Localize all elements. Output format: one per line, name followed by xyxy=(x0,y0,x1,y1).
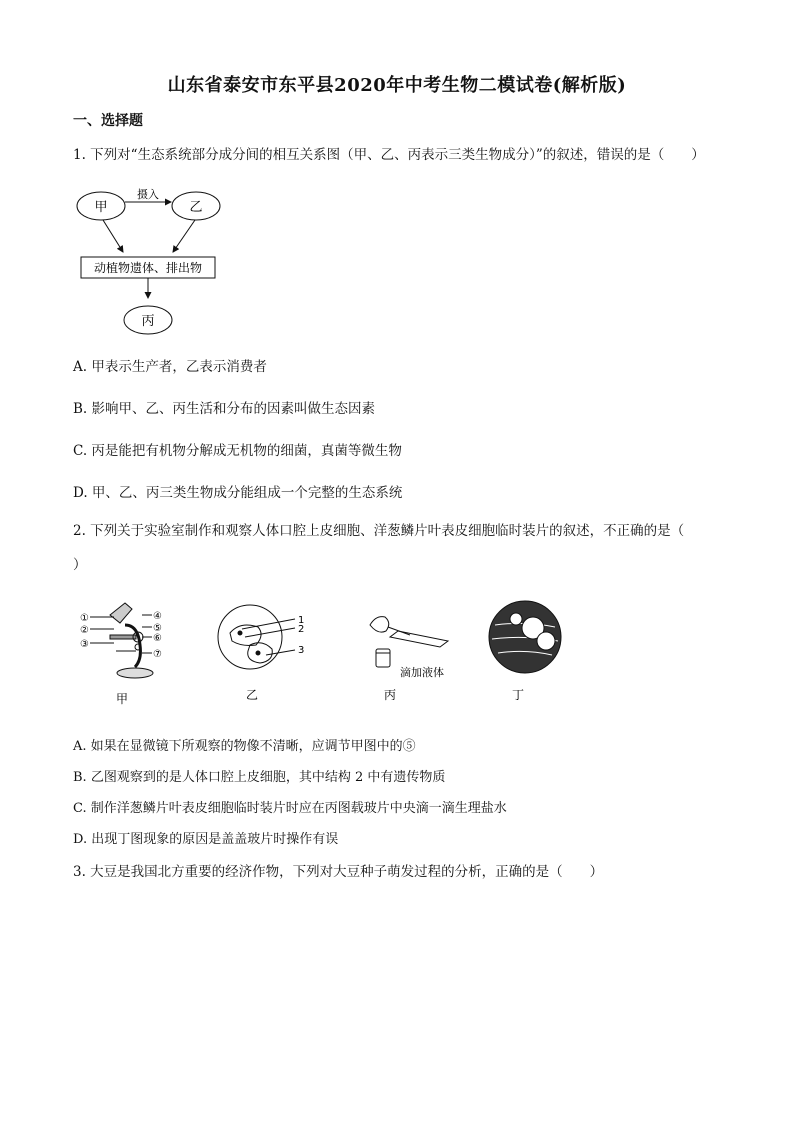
mark-3: ③ xyxy=(80,639,89,650)
q2-option-a: A. 如果在显微镜下所观察的物像不清晰，应调节甲图中的⑤ xyxy=(73,739,416,754)
q1-option-b: B. 影响甲、乙、丙生活和分布的因素叫做生态因素 xyxy=(73,401,376,417)
ecosystem-relation-diagram xyxy=(73,182,233,337)
jia-label: 甲 xyxy=(94,200,108,215)
cells-figure xyxy=(218,605,295,669)
label-ding: 丁 xyxy=(512,688,525,702)
section-heading: 一、选择题 xyxy=(73,113,143,129)
label-yi: 乙 xyxy=(246,688,259,702)
label-bing: 丙 xyxy=(384,688,397,702)
q1-option-d: D. 甲、乙、丙三类生物成分能组成一个完整的生态系统 xyxy=(73,485,403,501)
q2-option-d: D. 出现丁图现象的原因是盖盖玻片时操作有误 xyxy=(73,832,339,847)
question-1-stem: 1. 下列对“生态系统部分成分间的相互关系图（甲、乙、丙表示三类生物成分）”的叙述，错误的是（ ） xyxy=(73,147,705,163)
label-jia: 甲 xyxy=(116,692,129,706)
question-3-stem: 3. 大豆是我国北方重要的经济作物，下列对大豆种子萌发过程的分析，正确的是（ ） xyxy=(73,864,604,880)
question-2-stem-line1: 2. 下列关于实验室制作和观察人体口腔上皮细胞、洋葱鳞片叶表皮细胞临时装片的叙述，不正确的是（ xyxy=(73,523,685,539)
mark-1: ① xyxy=(80,613,89,624)
q1-option-c: C. 丙是能把有机物分解成无机物的细菌，真菌等微生物 xyxy=(73,443,402,459)
mark-4: ④ xyxy=(153,611,162,622)
remains-box-label: 动植物遗体、排出物 xyxy=(93,261,203,275)
cell-mark-1: 1 xyxy=(298,615,305,626)
q2-option-c: C. 制作洋葱鳞片叶表皮细胞临时装片时应在丙图载玻片中央滴一滴生理盐水 xyxy=(73,801,507,816)
bing-label: 丙 xyxy=(141,314,155,329)
cell-mark-3: 3 xyxy=(298,645,305,656)
mark-5: ⑤ xyxy=(153,623,162,634)
question-2-stem-line2: ） xyxy=(73,557,87,573)
bing-caption: 滴加液体 xyxy=(400,666,444,679)
q1-option-a: A. 甲表示生产者，乙表示消费者 xyxy=(73,359,267,375)
ingest-label: 摄入 xyxy=(137,188,159,201)
mark-7: ⑦ xyxy=(153,649,162,660)
slide-experiment-figures xyxy=(80,595,580,710)
mark-2: ② xyxy=(80,625,89,636)
page-title: 山东省泰安市东平县2020年中考生物二模试卷(解析版) xyxy=(167,75,627,96)
dropper-figure xyxy=(370,617,448,667)
yi-to-box-arrow xyxy=(173,220,195,252)
microscope-figure xyxy=(90,603,153,678)
cell-mark-2: 2 xyxy=(298,624,305,635)
q2-option-b: B. 乙图观察到的是人体口腔上皮细胞，其中结构 2 中有遗传物质 xyxy=(73,770,446,785)
mark-6: ⑥ xyxy=(153,633,162,644)
bubbles-figure xyxy=(489,601,561,673)
jia-to-box-arrow xyxy=(103,220,123,252)
yi-label: 乙 xyxy=(189,200,203,215)
